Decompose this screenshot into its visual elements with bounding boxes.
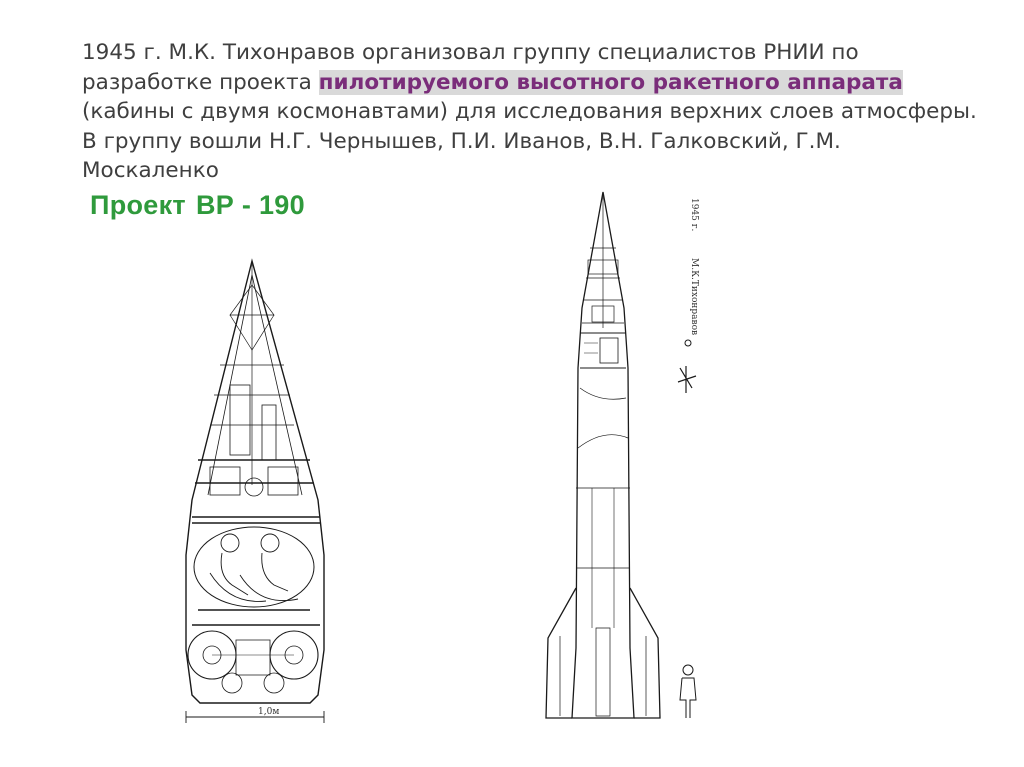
title-text-end: (кабины с двумя космонавтами) для исследования верхних слоев атмосферы. В группу вошли Н.Г. Чернышев, П.И. Иванов, В.Н. Галковский, Г.М. Москаленко xyxy=(82,99,977,183)
title-highlight: пилотируемого высотного ракетного аппарата xyxy=(318,69,903,95)
cabin-dimension-label: 1,0м xyxy=(258,707,280,717)
project-word: Проект xyxy=(90,190,186,220)
project-code: ВР - 190 xyxy=(195,190,305,220)
human-scale-figure xyxy=(680,665,696,718)
rocket-side-drawing xyxy=(540,188,720,724)
slide-title xyxy=(82,38,982,186)
rocket-side-signature: М.К.Тихонравов xyxy=(689,258,699,336)
rocket-side-caption: 1945 г. xyxy=(689,198,699,232)
cabin-cutaway-drawing xyxy=(170,255,345,735)
title-text-start: 1945 г. М.К. Тихонравов организовал группу специалистов РНИИ по разработке проекта xyxy=(82,40,859,95)
project-label xyxy=(90,190,305,221)
